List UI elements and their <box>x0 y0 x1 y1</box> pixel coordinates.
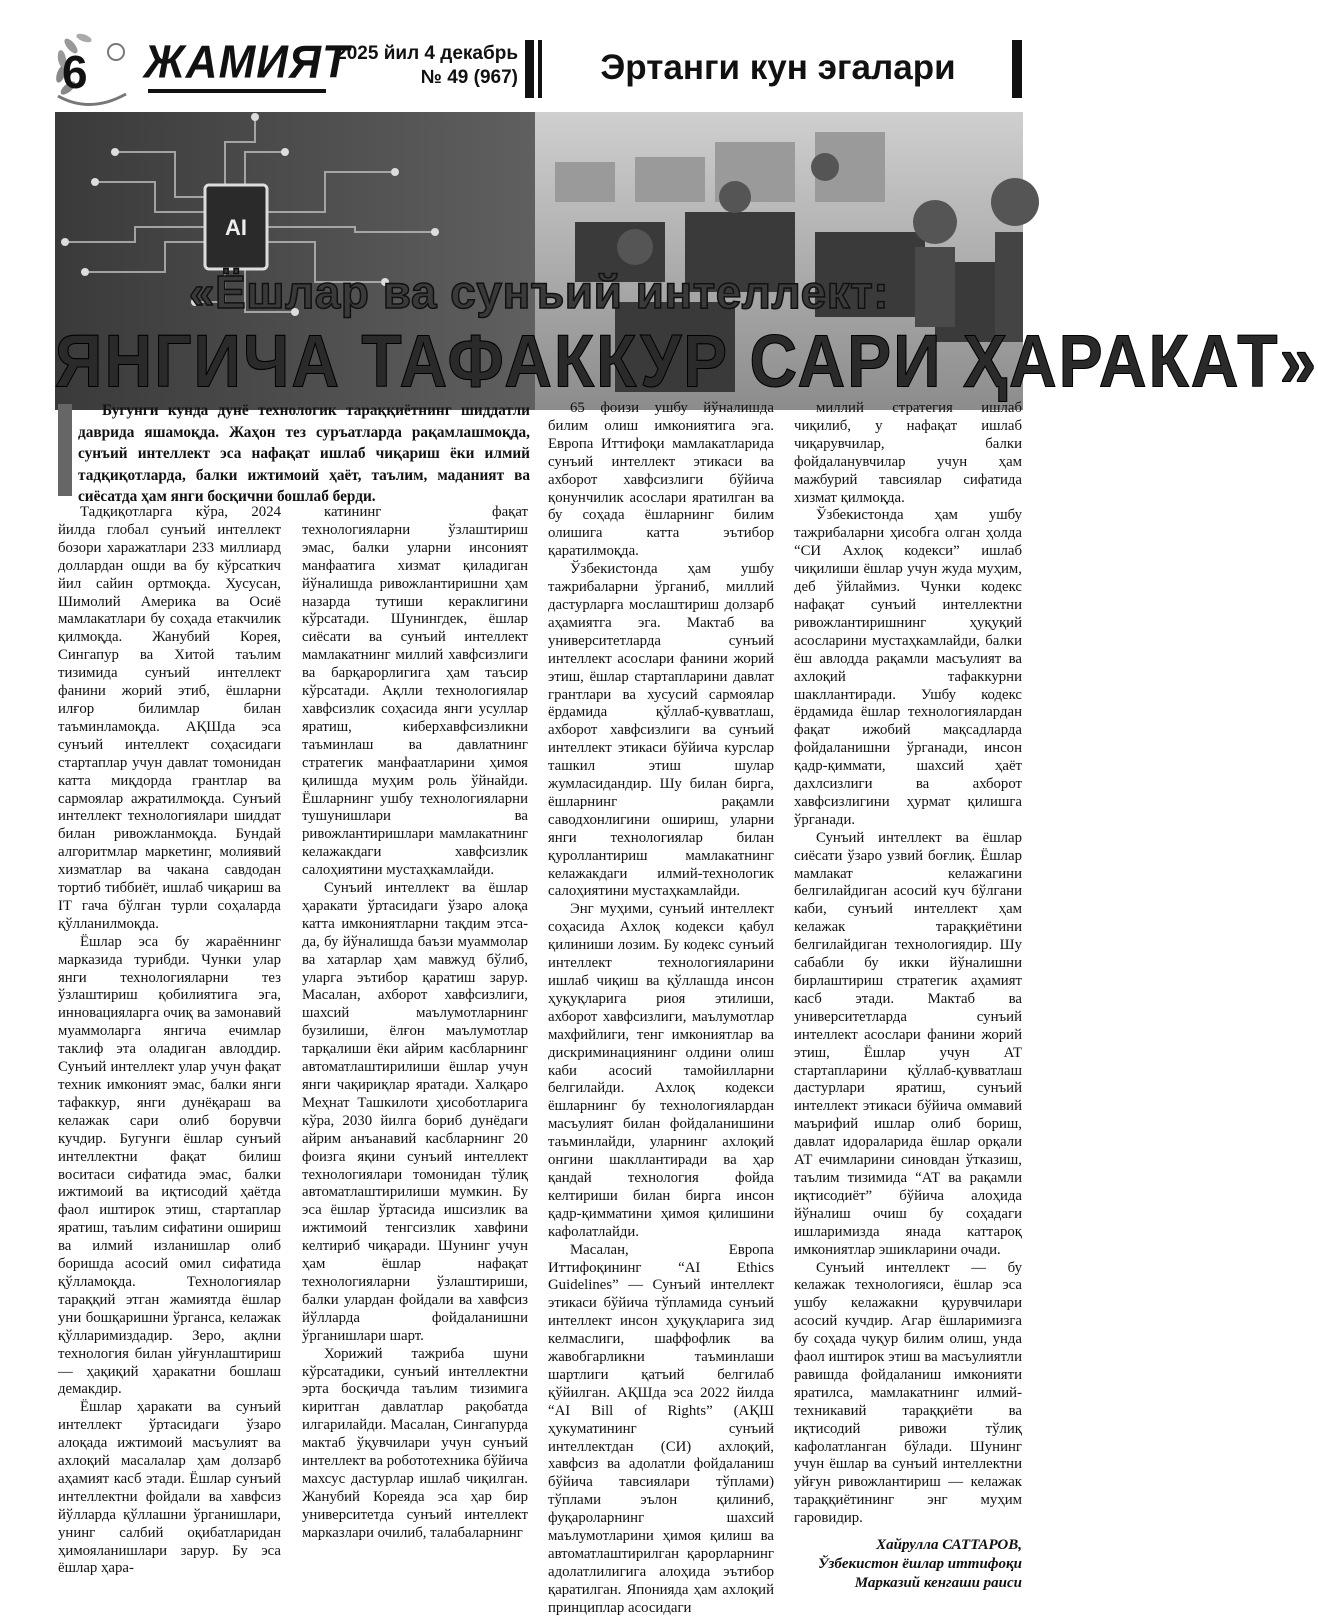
paragraph: Сунъий интеллект ва ёшлар ҳаракати ўртасидаги ўзаро алоқа катта имкониятларни тақдим этса-да, бу йўналишда баъзи муаммолар ва хатарлар ҳам мавжуд бўлиб, уларга эътибор қаратиш зарур. Масалан, ахборот хавфсизлиги, шахсий маълумотларнинг бузилиши, ёлғон маълумотлар тарқалиши ёки айрим касбларнинг автоматлаштирилиши ёшлар учун янги чақириқлар яратади. Халқаро Меҳнат Ташкилоти ҳисоботларига кўра, 2030 йилга бориб дунёдаги айрим анъанавий касбларнинг 20 фоизга яқини сунъий интеллект технологиялари томонидан тўлиқ автоматлаштирилиши мумкин. Бу эса ёшлар ўртасида ишсизлик ва ижтимоий тенгсизлик хавфини келтириб чиқаради. Шунинг учун ҳам ёшлар нафақат технологияларни ўзлаштириши, балки улардан фойдали ва хавфсиз йўлларда фойдаланишни ўрганишлари шарт. <box>302 880 528 1344</box>
divider-bar <box>525 40 534 98</box>
paragraph: миллий стратегия ишлаб чиқилиб, у нафақат ишлаб чиқарувчилар, балки фойдаланувчилар учун ҳам мажбурий тавсиялар сифатида хизмат қилмоқда. <box>794 400 1022 506</box>
page-header <box>0 0 1078 110</box>
author-position: Ўзбекистон ёшлар иттифоқи <box>818 1556 1022 1573</box>
page-number: 6 <box>62 46 88 98</box>
author-signature <box>794 1536 1022 1593</box>
section-title: ЖАМИЯТ <box>144 36 350 89</box>
author-position: Марказий кенгаши раиси <box>854 1575 1022 1592</box>
paragraph: Хорижий тажриба шуни кўрсатадики, сунъий интеллектни эрта босқичда таълим тизимига киритган давлатлар рақобатда илгарилайди. Масалан, Сингапурда мактаб ўқувчилари учун сунъий интеллект ва робототехника бўйича махсус дастурлар ишлаб чиқилган. Жанубий Кореяда эса ҳар бир университетда сунъий интеллект марказлари очилиб, талабаларнинг <box>302 1345 528 1541</box>
issue-info <box>332 42 518 90</box>
section-underline <box>148 89 326 93</box>
text-column-2 <box>302 504 528 1543</box>
lead-accent-bar <box>58 404 72 496</box>
paragraph: Ўзбекистонда ҳам ушбу тажрибаларни ҳисобга олган ҳолда “СИ Ахлоқ кодекси” ишлаб чиқилиши ёшлар учун жуда муҳим, деб ўйлаймиз. Чунки кодекс нафақат сунъий интеллектни ривожлантиришнинг ҳуқуқий асосларини мустаҳкамлайди, балки ёш авлодда рақамли масъулият ва ахлоқий тафаккурни шакллантиради. Ушбу кодекс ёрдамида ёшлар технологиялардан фақат ижобий мақсадларда фойдаланишни ўрганади, инсон қадр-қиммати, шахсий ҳаёт дахлсизлиги ва ахборот хавфсизлигини ҳурмат қилишга ўрганади. <box>794 507 1022 828</box>
paragraph: Масалан, Европа Иттифоқининг “AI Ethics Guidelines” — Сунъий интеллект этикаси бўйича тўпламида сунъий интеллект инсон ҳуқуқларига зид келмаслиги, шаффофлик ва жавобгарликни таъминлаши шартлиги қатъий белгилаб қўйилган. АҚШда эса 2022 йилда “AI Bill of Rights” (АҚШ ҳукуматининг сунъий интеллектдан (СИ) ахлоқий, хавфсиз ва адолатли фойдаланиш бўйича тавсиялари тўплами) тўплами эълон қилиниб, фуқароларнинг шахсий маълумотларини ҳимоя қилиш ва автоматлаштирилган қарорларнинг адолатлилигига алоҳида эътибор қаратилган. Японияда ҳам ахлоқий принциплар асосидаги <box>548 1241 774 1616</box>
text-column-1 <box>58 504 281 1578</box>
divider-bar <box>1012 40 1022 98</box>
issue-date: 2025 йил 4 декабрь <box>336 43 518 64</box>
ai-chip-label: AI <box>225 215 247 240</box>
issue-number: № 49 (967) <box>420 67 518 88</box>
lead-paragraph: Бугунги кунда дунё технологик тараққиётнинг шиддатли даврида яшамоқда. Жаҳон тез суръатларда рақамлашмоқда, сунъий интеллект эса нафақат ишлаб чиқариш ёки илмий тадқиқотларда, балки ижтимоий ҳаёт, таълим, маданият ва сиёсатда ҳам янги босқични бошлаб берди. <box>78 402 530 505</box>
paragraph: Тадқиқотларга кўра, 2024 йилда глобал сунъий интеллект бозори харажатлари 233 миллиард доллардан ошди ва бу кўрсаткич йил сайин ортмоқда. Хусусан, Шимолий Америка ва Осиё мамлакатлари бу соҳада етакчилик қилмоқда. Жанубий Корея, Сингапур ва Хитой таълим тизимида сунъий интеллект фанини жорий этиб, ёшларни илғор билимлар билан таъминламоқда. АҚШда эса сунъий интеллект соҳасидаги стартаплар учун давлат томонидан катта миқдорда грантлар ва сармоялар ажратилмоқда. Сунъий интеллект технологиялари шиддат билан ривожланмоқда. Бундай алгоритмлар маркетинг, молиявий хизматлар ва чакана савдодан тортиб тиббиёт, ишлаб чиқариш ва IT гача бўлган турли соҳаларда қўлланилмоқда. <box>58 504 281 932</box>
paragraph: 65 фоизи ушбу йўналишда билим олиш имкониятига эга. Европа Иттифоқи мамлакатларида сунъий интеллект этикаси ва ахборот хавфсизлиги бўйича қонунчилик асослари яратилган ва бу соҳада ёшларнинг билим олишига катта эътибор қаратилмоқда. <box>548 400 774 560</box>
paragraph: Ўзбекистонда ҳам ушбу тажрибаларни ўрганиб, миллий дастурларга мослаштириш долзарб аҳамиятга эга. Мактаб ва университетларда сунъий интеллект асослари фанини жорий этиш, ёшлар стартапларини давлат грантлари ва хусусий сармоялар ёрдамида қўллаб-қувватлаш, ахборот хавфсизлиги ва сунъий интеллект этикаси бўйича курслар ташкил этиш шулар жумласидандир. Шу билан бирга, ёшларнинг рақамли саводхонлигини ошириш, уларни янги технологиялар билан қуроллантириш мамлакатнинг келажакдаги илмий-технологик салоҳиятини мустаҳкамлайди. <box>548 561 774 900</box>
paragraph: Сунъий интеллект ва ёшлар сиёсати ўзаро узвий боғлиқ. Ёшлар мамлакат келажагини белгилайдиган асосий куч бўлгани каби, сунъий интеллект ҳам келажак тараққиётини белгилайдиган технологиядир. Шу сабабли бу икки йўналишни бирлаштириш стратегик аҳамият касб этади. Мактаб ва университетларда сунъий интеллект асослари фанини жорий этиш, Ёшлар учун АТ стартапларини қўллаб-қувватлаш дастурлари яратиш, сунъий интеллект этикаси бўйича оммавий маърифий ишлар олиб бориш, давлат идораларида ёшлар орқали АТ ечимларини синовдан ўтказиш, таълим тизимида “АТ ва рақамли иқтисодиёт” бўйича алоҳида йўналиш очиш бу соҳадаги ишларимизда янада каттароқ имкониятлар эшикларини очади. <box>794 829 1022 1258</box>
headline-line-1: «Ёшлар ва сунъий интеллект: <box>188 266 890 318</box>
rubric-title: Эртанги кун эгалари <box>600 48 956 87</box>
laurel-emblem-icon <box>44 30 136 110</box>
paragraph: катининг фақат технологияларни ўзлаштириш эмас, балки уларни инсоният манфаатига хизмат қиладиган йўналишда ривожлантиришни ҳам назарда тутиши кераклигини кўрсатади. Шунингдек, ёшлар сиёсати ва сунъий интеллект мамлакатнинг миллий хавфсизлиги ва барқарорлигига ҳам таъсир кўрсатади. Ақлли технологиялар хавфсизлик соҳасида янги усуллар яратиш, киберхавфсизликни таъминлаш ва давлатнинг стратегик манфаатларини ҳимоя қилишда муҳим роль ўйнайди. Ёшларнинг ушбу технологияларни тушунишлари ва ривожлантиришлари мамлакатнинг келажакдаги хавфсизлик салоҳиятини мустаҳкамлайди. <box>302 504 528 879</box>
paragraph: Энг муҳими, сунъий интеллект соҳасида Ахлоқ кодекси қабул қилиниши лозим. Бу кодекс сунъий интеллект технологияларини ишлаб чиқиш ва қўллашда инсон ҳуқуқларига риоя этилиши, ахборот хавфсизлиги, маълумотлар махфийлиги, тенг имкониятлар ва дискриминациянинг олдини олиш каби асосий тамойилларни белгилайди. Ахлоқ кодекси ёшларнинг бу технологиялардан масъулият билан фойдаланишини таъминлайди, уларнинг ахлоқий онгини шакллантиради ва ҳар қандай технология фойда келтириши билан бирга инсон қадр-қимматини ҳимоя қилишини кафолатлайди. <box>548 901 774 1240</box>
divider-bar <box>538 40 542 98</box>
paragraph: Ёшлар ҳаракати ва сунъий интеллект ўртасидаги ўзаро алоқада ижтимоий масъулият ва ахлоқий масалалар ҳам долзарб аҳамият касб этади. Ёшлар сунъий интеллектни фойдали ва хавфсиз йўлларда қўллашни ўрганишлари, унинг салбий оқибатларидан ҳимояланишлари зарур. Бу эса ёшлар ҳара- <box>58 1399 281 1577</box>
author-name: Хайрулла САТТАРОВ, <box>876 1537 1022 1554</box>
text-column-3 <box>548 400 774 1618</box>
text-column-4 <box>794 400 1022 1593</box>
paragraph: Сунъий интеллект — бу келажак технологияси, ёшлар эса ушбу келажакни қурувчилари асосий кучдир. Агар ёшларимизга бу соҳада чуқур билим олиш, унда фаол иштирок этиш ва масъулиятли равишда фойдаланиш имконияти яратилса, мамлакатнинг илмий-техникавий тараққиёти ва иқтисодий ривожи тўлиқ кафолатланган бўлади. Шунинг учун ёшлар ва сунъий интеллектни уйғун ривожлантириш — келажак тараққиётининг энг муҳим гаровидир. <box>794 1259 1022 1527</box>
paragraph: Ёшлар эса бу жараённинг марказида турибди. Чунки улар янги технологияларни тез ўзлаштириш қобилиятига эга, инновацияларга очиқ ва замонавий муаммоларга янгича ечимлар таклиф эта оладиган авлоддир. Сунъий интеллект улар учун фақат техник имконият эмас, балки янги тафаккур, янги дунёқараш ва келажак сари олиб борувчи кучдир. Бугунги ёшлар сунъий интеллектни фақат билиш воситаси сифатида эмас, балки ижтимоий ва иқтисодий ҳаётда фаол иштирок этиш, стартаплар яратиш, таълим сифатини ошириш ва илмий изланишлар олиб боришда асосий омил сифатида қўлламоқда. Технологиялар тараққий этган жамиятда ёшлар уни бошқаришни ўрганса, келажак қўлларимиздадир. Зеро, ақлни технология билан уйғунлаштириш — ҳақиқий ҳаракатни бошлаш демакдир. <box>58 933 281 1398</box>
headline-line-2: ЯНГИЧА ТАФАККУР САРИ ҲАРАКАТ» <box>55 319 1318 402</box>
